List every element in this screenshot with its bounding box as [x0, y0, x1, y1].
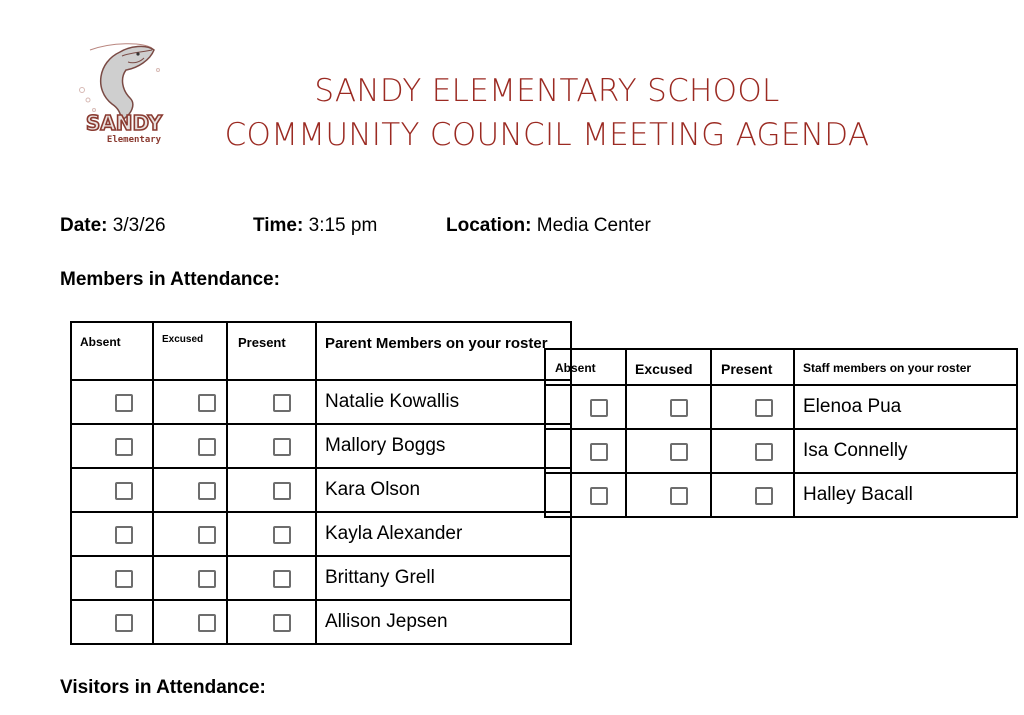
member-name: Isa Connelly: [794, 429, 1017, 473]
excused-checkbox[interactable]: [198, 526, 216, 544]
col-parent-members: Parent Members on your roster: [316, 322, 571, 380]
shark-mascot-icon: [72, 40, 176, 148]
present-checkbox[interactable]: [755, 443, 773, 461]
meeting-date: [60, 215, 166, 237]
parent-members-table: [70, 321, 572, 645]
absent-cell: [71, 468, 153, 512]
present-cell: [227, 556, 316, 600]
svg-text:Elementary: Elementary: [106, 135, 162, 145]
present-cell: [711, 473, 794, 517]
absent-checkbox[interactable]: [115, 570, 133, 588]
absent-checkbox[interactable]: [115, 394, 133, 412]
present-checkbox[interactable]: [273, 394, 291, 412]
table-row: [545, 385, 1017, 429]
present-cell: [227, 512, 316, 556]
present-cell: [227, 600, 316, 644]
excused-checkbox[interactable]: [670, 443, 688, 461]
col-present: Present: [711, 349, 794, 385]
excused-checkbox[interactable]: [198, 614, 216, 632]
excused-cell: [153, 468, 227, 512]
time-value: 3:15 pm: [308, 215, 378, 236]
absent-checkbox[interactable]: [115, 438, 133, 456]
col-excused: Excused: [626, 349, 711, 385]
location-label: Location:: [446, 215, 532, 236]
table-row: [71, 424, 571, 468]
absent-cell: [71, 512, 153, 556]
absent-checkbox[interactable]: [115, 614, 133, 632]
excused-cell: [153, 512, 227, 556]
absent-cell: [71, 600, 153, 644]
school-logo: [72, 40, 176, 148]
absent-checkbox[interactable]: [115, 482, 133, 500]
member-name: Natalie Kowallis: [316, 380, 571, 424]
present-checkbox[interactable]: [273, 614, 291, 632]
table-row: [545, 429, 1017, 473]
time-label: Time:: [253, 215, 304, 236]
col-staff-members: Staff members on your roster: [794, 349, 1017, 385]
excused-cell: [153, 380, 227, 424]
table-row: [71, 468, 571, 512]
absent-cell: [545, 385, 626, 429]
present-checkbox[interactable]: [273, 438, 291, 456]
excused-cell: [626, 473, 711, 517]
excused-checkbox[interactable]: [198, 570, 216, 588]
member-name: Elenoa Pua: [794, 385, 1017, 429]
visitors-attendance-heading: Visitors in Attendance:: [60, 677, 266, 698]
date-value: 3/3/26: [112, 215, 166, 236]
table-row: [545, 473, 1017, 517]
excused-checkbox[interactable]: [198, 438, 216, 456]
present-cell: [227, 380, 316, 424]
absent-checkbox[interactable]: [590, 487, 608, 505]
table-header-row: [71, 322, 571, 380]
excused-checkbox[interactable]: [670, 399, 688, 417]
present-cell: [711, 385, 794, 429]
present-checkbox[interactable]: [755, 487, 773, 505]
member-name: Mallory Boggs: [316, 424, 571, 468]
col-present: Present: [227, 322, 316, 380]
member-name: Kayla Alexander: [316, 512, 571, 556]
excused-checkbox[interactable]: [198, 482, 216, 500]
col-excused: Excused: [153, 322, 227, 380]
date-label: Date:: [60, 215, 108, 236]
present-checkbox[interactable]: [273, 526, 291, 544]
member-name: Halley Bacall: [794, 473, 1017, 517]
members-attendance-heading: Members in Attendance:: [60, 269, 280, 290]
excused-cell: [153, 600, 227, 644]
absent-checkbox[interactable]: [590, 443, 608, 461]
excused-checkbox[interactable]: [198, 394, 216, 412]
location-value: Media Center: [536, 215, 651, 236]
present-checkbox[interactable]: [755, 399, 773, 417]
excused-cell: [153, 556, 227, 600]
table-header-row: [545, 349, 1017, 385]
document-title-line2: COMMUNITY COUNCIL MEETING AGENDA: [224, 117, 870, 153]
meeting-location: [446, 215, 651, 237]
svg-text:SANDY: SANDY: [85, 111, 163, 135]
present-checkbox[interactable]: [273, 570, 291, 588]
table-row: [71, 600, 571, 644]
absent-checkbox[interactable]: [590, 399, 608, 417]
document-title-line1: SANDY ELEMENTARY SCHOOL: [314, 73, 780, 109]
excused-checkbox[interactable]: [670, 487, 688, 505]
absent-cell: [71, 380, 153, 424]
table-row: [71, 512, 571, 556]
absent-checkbox[interactable]: [115, 526, 133, 544]
staff-members-table: [544, 348, 1018, 518]
col-absent: Absent: [71, 322, 153, 380]
present-checkbox[interactable]: [273, 482, 291, 500]
member-name: Brittany Grell: [316, 556, 571, 600]
absent-cell: [545, 429, 626, 473]
table-row: [71, 556, 571, 600]
absent-cell: [545, 473, 626, 517]
member-name: Kara Olson: [316, 468, 571, 512]
excused-cell: [626, 385, 711, 429]
present-cell: [227, 468, 316, 512]
col-absent: Absent: [545, 349, 626, 385]
excused-cell: [153, 424, 227, 468]
present-cell: [227, 424, 316, 468]
table-row: [71, 380, 571, 424]
absent-cell: [71, 556, 153, 600]
meeting-time: [253, 215, 377, 237]
member-name: Allison Jepsen: [316, 600, 571, 644]
absent-cell: [71, 424, 153, 468]
present-cell: [711, 429, 794, 473]
excused-cell: [626, 429, 711, 473]
